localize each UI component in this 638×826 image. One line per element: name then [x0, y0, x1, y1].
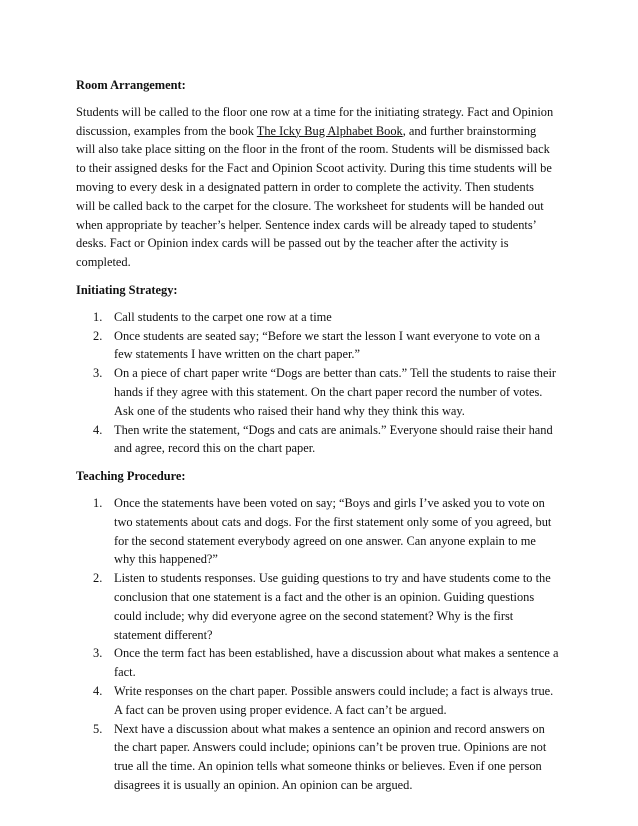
list-line: Call students to the carpet one row at a time: [114, 309, 332, 324]
list-item: [76, 327, 566, 365]
list-line: for the second statement everybody agreed on one answer. Can anyone explain to me: [114, 533, 536, 548]
list-line: Once the statements have been voted on say; “Boys and girls I’ve asked you to vote on: [114, 495, 545, 510]
list-item: [76, 494, 566, 569]
list-line: A fact can be proven using proper evidence. A fact can’t be argued.: [114, 702, 447, 717]
list-number: 2.: [93, 328, 103, 343]
list-line: fact.: [114, 665, 136, 680]
paragraph-line: moving to every desk in a designated pattern in order to complete the activity. Then students: [76, 179, 534, 194]
list-item: [76, 364, 566, 420]
list-item: [76, 308, 566, 327]
list-line: Next have a discussion about what makes a sentence an opinion and record answers on: [114, 721, 545, 736]
list-line: statement different?: [114, 627, 213, 642]
paragraph-line: to their assigned desks for the Fact and Opinion Scoot activity. During this time students will be: [76, 161, 552, 176]
paragraph-line: completed.: [76, 255, 131, 270]
list-number: 3.: [93, 646, 103, 661]
initiating-strategy-heading: Initiating Strategy:: [76, 282, 178, 297]
list-number: 1.: [93, 309, 103, 324]
list-number: 2.: [93, 571, 103, 586]
list-line: Then write the statement, “Dogs and cats are animals.” Everyone should raise their hand: [114, 422, 553, 437]
paragraph-line: discussion, examples from the book The Icky Bug Alphabet Book, and further brainstorming: [76, 123, 537, 138]
list-item: [76, 720, 566, 795]
list-item: [76, 644, 566, 682]
list-line: hands if they agree with this statement. On the chart paper record the number of votes.: [114, 384, 543, 399]
list-line: disagrees it is usually an opinion. An opinion can be argued.: [114, 777, 413, 792]
list-line: true all the time. An opinion tells what someone thinks or believes. Even if one person: [114, 759, 542, 774]
list-line: Write responses on the chart paper. Possible answers could include; a fact is always true.: [114, 683, 554, 698]
list-line: and agree, record this on the chart paper.: [114, 441, 316, 456]
paragraph-line: Students will be called to the floor one row at a time for the initiating strategy. Fact and Opinion: [76, 104, 554, 119]
list-line: Listen to students responses. Use guiding questions to try and have students come to the: [114, 571, 551, 586]
list-item: [76, 569, 566, 644]
paragraph-line: will also take place sitting on the floor in the front of the room. Students will be dismissed back: [76, 142, 550, 157]
list-line: Once the term fact has been established, have a discussion about what makes a sentence a: [114, 646, 559, 661]
list-item: [76, 682, 566, 720]
initiating-strategy-list: [76, 308, 566, 458]
room-arrangement-heading: Room Arrangement:: [76, 78, 186, 92]
list-line: conclusion that one statement is a fact and the other is an opinion. Guiding questions: [114, 589, 535, 604]
paragraph-line: desks. Fact or Opinion index cards will be passed out by the teacher after the activity is: [76, 236, 509, 251]
document-page: [76, 76, 566, 795]
teaching-procedure-list: [76, 494, 566, 795]
teaching-procedure-heading: Teaching Procedure:: [76, 469, 186, 484]
list-number: 1.: [93, 495, 103, 510]
list-line: two statements about cats and dogs. For the first statement only some of you agreed, but: [114, 514, 552, 529]
list-line: Ask one of the students who raised their hand why they think this way.: [114, 403, 465, 418]
list-number: 5.: [93, 721, 103, 736]
list-line: could include; why did everyone agree on the second statement? Why is the first: [114, 608, 514, 623]
book-title: The Icky Bug Alphabet Book: [256, 123, 403, 138]
list-number: 4.: [93, 683, 103, 698]
list-line: the chart paper. Answers could include; opinions can’t be proven true. Opinions are not: [114, 740, 547, 755]
paragraph-line: will be called back to the carpet for the closure. The worksheet for students will be handed out: [76, 198, 544, 213]
list-line: On a piece of chart paper write “Dogs are better than cats.” Tell the students to raise their: [114, 366, 557, 381]
list-item: [76, 421, 566, 459]
list-line: Once students are seated say; “Before we start the lesson I want everyone to vote on a: [114, 328, 540, 343]
list-line: few statements I have written on the chart paper.”: [114, 347, 360, 362]
list-number: 4.: [93, 422, 103, 437]
room-arrangement-paragraph: [76, 103, 566, 272]
list-number: 3.: [93, 366, 103, 381]
paragraph-line: when appropriate by teacher’s helper. Sentence index cards will be already taped to students’: [76, 217, 537, 232]
list-line: why this happened?”: [114, 552, 218, 567]
